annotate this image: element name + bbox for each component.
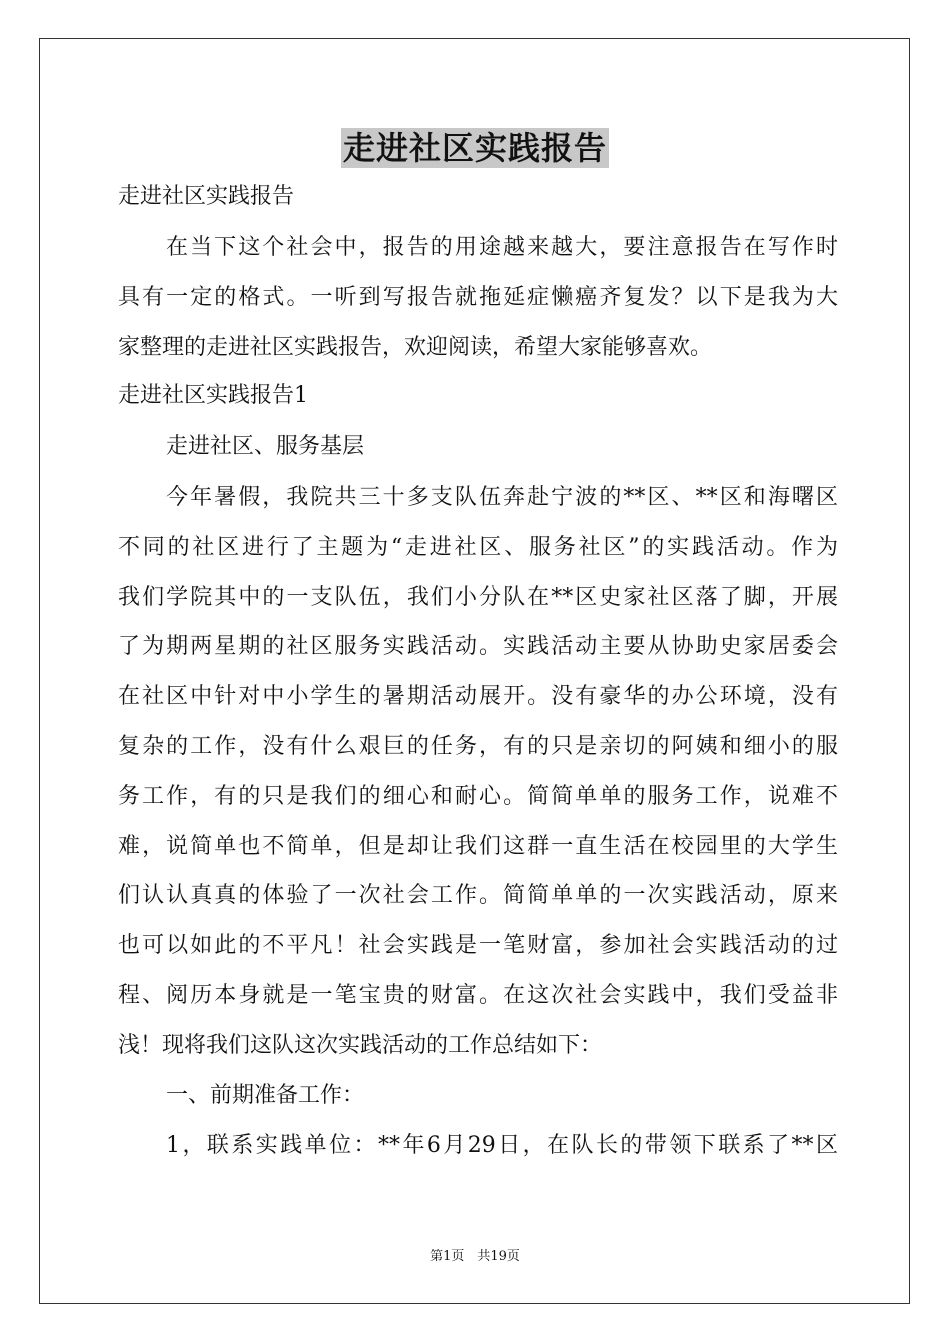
page-footer: 第1页 共19页 [430,1249,520,1264]
body-line: 我们学院其中的一支队伍，我们小分队在**区史家社区落了脚，开展 [118,585,838,610]
body-line: 也可以如此的不平凡！社会实践是一笔财富，参加社会实践活动的过 [118,933,838,958]
body-line: 1，联系实践单位：**年6月29日，在队长的带领下联系了**区 [166,1133,838,1158]
body-line: 今年暑假，我院共三十多支队伍奔赴宁波的**区、**区和海曙区 [166,485,838,510]
subtitle-line: 走进社区实践报告 [118,184,295,209]
body-line: 不同的社区进行了主题为“走进社区、服务社区”的实践活动。作为 [118,535,838,560]
document-title-wrap [0,128,950,168]
body-line: 走进社区、服务基层 [166,434,365,459]
body-line: 们认认真真的体验了一次社会工作。简简单单的一次实践活动，原来 [118,883,838,908]
page-border [39,38,910,1304]
body-line: 家整理的走进社区实践报告，欢迎阅读，希望大家能够喜欢。 [118,335,713,360]
body-line: 在社区中针对中小学生的暑期活动展开。没有豪华的办公环境，没有 [118,684,838,709]
body-line: 复杂的工作，没有什么艰巨的任务，有的只是亲切的阿姨和细小的服 [118,734,838,759]
body-line: 一、前期准备工作： [166,1083,365,1108]
body-line: 在当下这个社会中，报告的用途越来越大，要注意报告在写作时 [166,235,838,260]
section-heading: 走进社区实践报告1 [118,383,308,408]
body-line: 浅！现将我们这队这次实践活动的工作总结如下： [118,1033,603,1058]
body-line: 难，说简单也不简单，但是却让我们这群一直生活在校园里的大学生 [118,834,838,859]
body-line: 了为期两星期的社区服务实践活动。实践活动主要从协助史家居委会 [118,634,838,659]
document-title: 走进社区实践报告 [342,129,607,167]
body-line: 程、阅历本身就是一笔宝贵的财富。在这次社会实践中，我们受益非 [118,983,838,1008]
body-line: 具有一定的格式。一听到写报告就拖延症懒癌齐复发？以下是我为大 [118,285,838,310]
body-line: 务工作，有的只是我们的细心和耐心。简简单单的服务工作，说难不 [118,784,838,809]
